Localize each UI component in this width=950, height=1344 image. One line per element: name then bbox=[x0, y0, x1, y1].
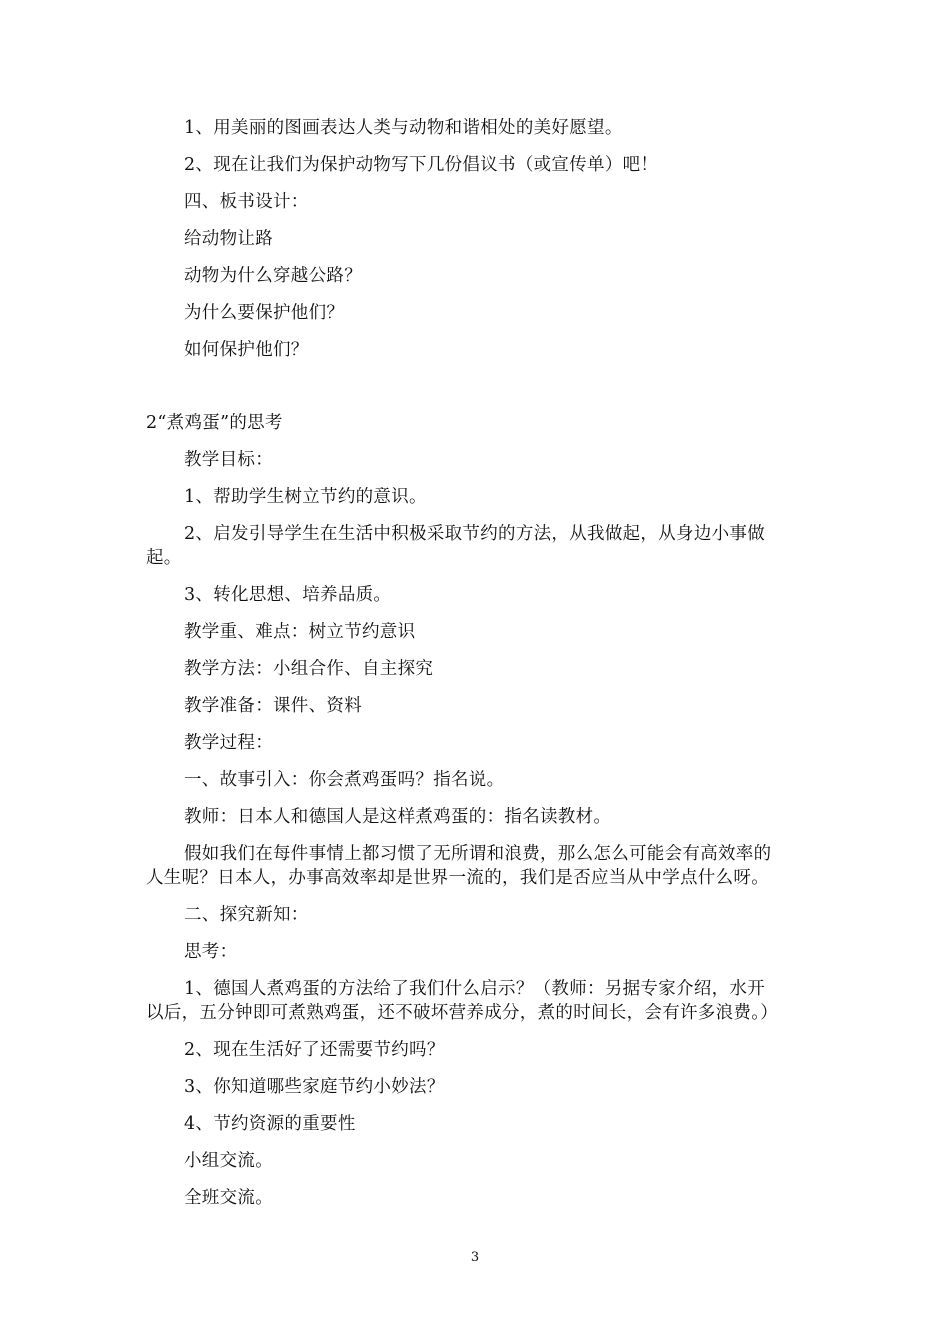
board-design-heading: 四、板书设计： bbox=[184, 192, 309, 212]
think-heading: 思考： bbox=[184, 942, 238, 962]
question-3: 3、你知道哪些家庭节约小妙法？ bbox=[184, 1077, 445, 1097]
process-heading: 教学过程： bbox=[184, 733, 273, 753]
board-line-question-1: 动物为什么穿越公路？ bbox=[184, 266, 362, 286]
teaching-methods: 教学方法：小组合作、自主探究 bbox=[184, 659, 434, 679]
goal-2-paragraph bbox=[146, 522, 810, 570]
goal-1: 1、帮助学生树立节约的意识。 bbox=[184, 487, 427, 507]
goal-2-line-1: 2、启发引导学生在生活中积极采取节约的方法，从我做起，从身边小事做 bbox=[184, 524, 766, 544]
activity-item-1: 1、用美丽的图画表达人类与动物和谐相处的美好愿望。 bbox=[184, 118, 623, 138]
efficiency-line-2: 人生呢？日本人，办事高效率却是世界一流的，我们是否应当从中学点什么呀。 bbox=[146, 868, 769, 888]
question-2: 2、现在生活好了还需要节约吗？ bbox=[184, 1040, 445, 1060]
goal-2-line-2: 起。 bbox=[146, 548, 182, 568]
key-points: 教学重、难点：树立节约意识 bbox=[184, 622, 416, 642]
step-1-intro: 一、故事引入：你会煮鸡蛋吗？指名说。 bbox=[184, 770, 505, 790]
activity-item-2: 2、现在让我们为保护动物写下几份倡议书（或宣传单）吧！ bbox=[184, 155, 659, 175]
goals-heading: 教学目标： bbox=[184, 450, 273, 470]
question-1-line-2: 以后，五分钟即可煮熟鸡蛋，还不破坏营养成分，煮的时间长，会有许多浪费。） bbox=[146, 1003, 779, 1023]
class-discussion: 全班交流。 bbox=[184, 1188, 273, 1208]
board-line-question-3: 如何保护他们？ bbox=[184, 340, 309, 360]
efficiency-paragraph bbox=[146, 842, 810, 890]
group-discussion: 小组交流。 bbox=[184, 1151, 273, 1171]
efficiency-line-1: 假如我们在每件事情上都习惯了无所谓和浪费，那么怎么可能会有高效率的 bbox=[184, 844, 772, 864]
page-number: 3 bbox=[470, 1250, 480, 1265]
teaching-preparation: 教学准备：课件、资料 bbox=[184, 696, 362, 716]
board-line-title: 给动物让路 bbox=[184, 229, 273, 249]
lesson-title: 2“煮鸡蛋”的思考 bbox=[146, 413, 283, 433]
teacher-line: 教师：日本人和德国人是这样煮鸡蛋的：指名读教材。 bbox=[184, 807, 612, 827]
question-4: 4、节约资源的重要性 bbox=[184, 1114, 356, 1134]
question-1-paragraph bbox=[146, 977, 810, 1025]
step-2-heading: 二、探究新知： bbox=[184, 905, 309, 925]
goal-3: 3、转化思想、培养品质。 bbox=[184, 585, 392, 605]
question-1-line-1: 1、德国人煮鸡蛋的方法给了我们什么启示？（教师：另据专家介绍，水开 bbox=[184, 979, 766, 999]
board-line-question-2: 为什么要保护他们？ bbox=[184, 303, 345, 323]
